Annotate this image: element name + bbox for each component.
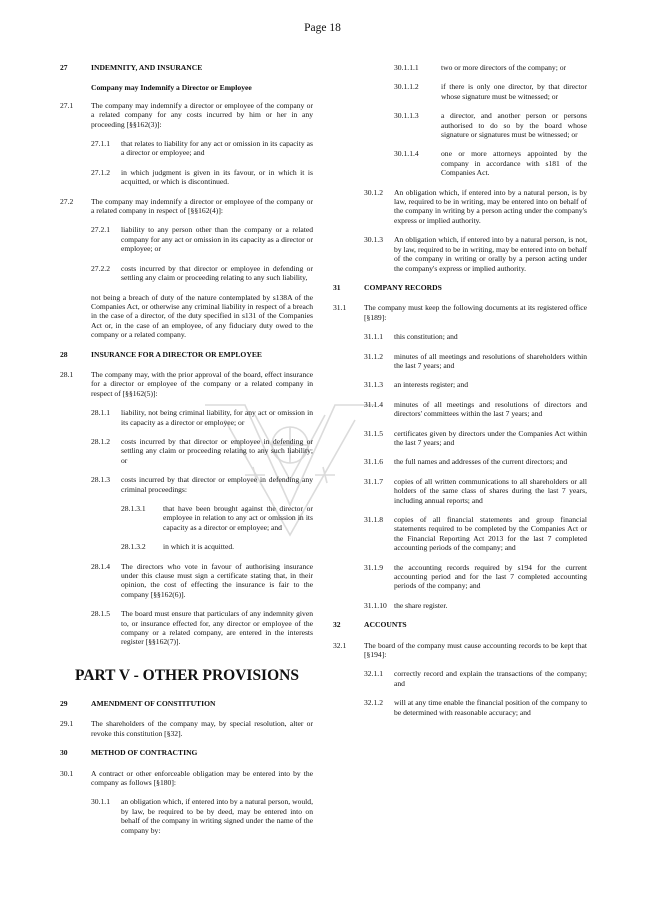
- clause-28-1: 28.1 The company may, with the prior approval of the board, effect insurance for a director or employee of the company or a related company in respect of [§§162(5)]:: [60, 369, 313, 398]
- left-column: [60, 63, 313, 845]
- clause-27-1: 27.1 The company may indemnify a director or employee of the company or a related company for any costs incurred by him or her in any proceeding [§§162(3)]:: [60, 100, 313, 129]
- section-heading-30: 30 METHOD OF CONTRACTING: [60, 748, 198, 758]
- clause-32-1: 32.1 The board of the company must cause accounting records to be kept that [§194]:: [333, 640, 587, 660]
- clause-29-1: 29.1 The shareholders of the company may, by special resolution, alter or revoke this constitution [§32].: [60, 719, 313, 738]
- clause-31-1-1: 31.1.1 this constitution; and: [364, 332, 458, 342]
- clause-31-1-7: 31.1.7 copies of all written communications to all shareholders or all holders of the same class of shares during the last 7 years, including annual reports; and: [364, 476, 587, 505]
- clause-27-2-2: 27.2.2 costs incurred by that director or employee in defending or settling any claim or proceeding relating to any such liability,: [91, 263, 313, 283]
- clause-27-paragraph: not being a breach of duty of the nature contemplated by s138A of the Companies Act, or otherwise any criminal liability in respect of a breach in the case of a director, of the duty specified in s131 of the Companies Act or, in the case of an employee, of any fiduciary duty owed to the company or a related company.: [91, 292, 313, 340]
- clause-30-1-1-3: 30.1.1.3 a director, and another person or persons authorised to do so by the board whose signature or signatures must be witnessed; or: [394, 111, 587, 140]
- clause-27-1-2: 27.1.2 in which judgment is given in its favour, or in which it is acquitted, or which is discontinued.: [91, 167, 313, 187]
- section-heading-32: 32 ACCOUNTS: [333, 620, 407, 630]
- page-number: Page 18: [304, 22, 341, 34]
- clause-31-1-9: 31.1.9 the accounting records required by s194 for the current accounting period and for the last 7 completed accounting periods of the company; and: [364, 562, 587, 591]
- clause-28-1-1: 28.1.1 liability, not being criminal liability, for any act or omission in its capacity as a director or employee; or: [91, 408, 313, 427]
- clause-30-1: 30.1 A contract or other enforceable obligation may be entered into by the company as follows [§180]:: [60, 768, 313, 787]
- clause-27-2: 27.2 The company may indemnify a director or employee of the company or a related company in respect of [§§162(4)]:: [60, 196, 313, 216]
- clause-28-1-4: 28.1.4 The directors who vote in favour of authorising insurance under this clause must sign a certificate stating that, in their opinion, the cost of effecting the insurance is fair to the company [§§162(6)].: [91, 561, 313, 599]
- clause-30-1-1-1: 30.1.1.1 two or more directors of the company; or: [394, 63, 567, 72]
- clause-31-1-5: 31.1.5 certificates given by directors under the Companies Act within the last 7 years; and: [364, 428, 587, 447]
- clause-32-1-2: 32.1.2 will at any time enable the financial position of the company to be determined with reasonable accuracy; and: [364, 698, 587, 717]
- section-heading-31: 31 COMPANY RECORDS: [333, 282, 442, 292]
- clause-30-1-3: 30.1.3 An obligation which, if entered into by a natural person, is not, by law, required to be in writing, may be entered into on behalf of the company in writing or orally by a person acting under the company's express or implied authority.: [364, 235, 587, 273]
- clause-30-1-1-4: 30.1.1.4 one or more attorneys appointed by the company in accordance with s181 of the Companies Act.: [394, 149, 587, 178]
- clause-31-1-3: 31.1.3 an interests register; and: [364, 380, 469, 390]
- clause-28-1-3-2: 28.1.3.2 in which it is acquitted.: [121, 542, 235, 552]
- clause-31-1-2: 31.1.2 minutes of all meetings and resolutions of shareholders within the last 7 years; and: [364, 351, 587, 370]
- clause-30-1-2: 30.1.2 An obligation which, if entered into by a natural person, is by law, required to be in writing, may be entered into on behalf of the company in writing by a person acting under the company's express or implied authority.: [364, 187, 587, 225]
- section-heading-27: 27 INDEMNITY, AND INSURANCE: [60, 63, 203, 72]
- clause-28-1-3: 28.1.3 costs incurred by that director or employee in defending any criminal proceedings:: [91, 475, 313, 494]
- clause-31-1: 31.1 The company must keep the following documents at its registered office [§189]:: [333, 303, 587, 322]
- clause-30-1-1: 30.1.1 an obligation which, if entered into by a natural person, would, by law, be required to be by deed, may be entered into on behalf of the company in writing signed under the name of the company by:: [91, 797, 313, 835]
- right-column: [333, 63, 587, 727]
- clause-32-1-1: 32.1.1 correctly record and explain the transactions of the company; and: [364, 669, 587, 688]
- clause-31-1-10: 31.1.10 the share register.: [364, 600, 448, 610]
- clause-31-1-8: 31.1.8 copies of all financial statements and group financial statements required to be completed by the Companies Act or the Financial Reporting Act 2013 for the last 7 completed accounting periods of the company; and: [364, 515, 587, 553]
- clause-27-1-1: 27.1.1 that relates to liability for any act or omission in its capacity as a director or employee; and: [91, 139, 313, 158]
- clause-28-1-3-1: 28.1.3.1 that have been brought against the director or employee in relation to any act or omission in its capacity as a director or employee; and: [121, 504, 313, 532]
- clause-31-1-6: 31.1.6 the full names and addresses of the current directors; and: [364, 457, 568, 467]
- part-heading: PART V - OTHER PROVISIONS: [75, 666, 299, 684]
- clause-31-1-4: 31.1.4 minutes of all meetings and resolutions of directors and directors' committees within the last 7 years; and: [364, 399, 587, 419]
- subheading: Company may Indemnify a Director or Employee: [91, 83, 252, 93]
- section-heading-28: 28 INSURANCE FOR A DIRECTOR OR EMPLOYEE: [60, 349, 262, 359]
- clause-28-1-2: 28.1.2 costs incurred by that director or employee in defending or settling any claim or proceeding relating to any such liability; or: [91, 436, 313, 465]
- section-heading-29: 29 AMENDMENT OF CONSTITUTION: [60, 698, 216, 708]
- clause-28-1-5: 28.1.5 The board must ensure that particulars of any indemnity given to, or insurance effected for, any director or employee of the company or a related company, are entered in the interests register [§§162(7)].: [91, 609, 313, 647]
- clause-30-1-1-2: 30.1.1.2 if there is only one director, by that director whose signature must be witnessed; or: [394, 82, 587, 101]
- clause-27-2-1: 27.2.1 liability to any person other than the company or a related company for any act or omission in its capacity as a director or employee; or: [91, 225, 313, 254]
